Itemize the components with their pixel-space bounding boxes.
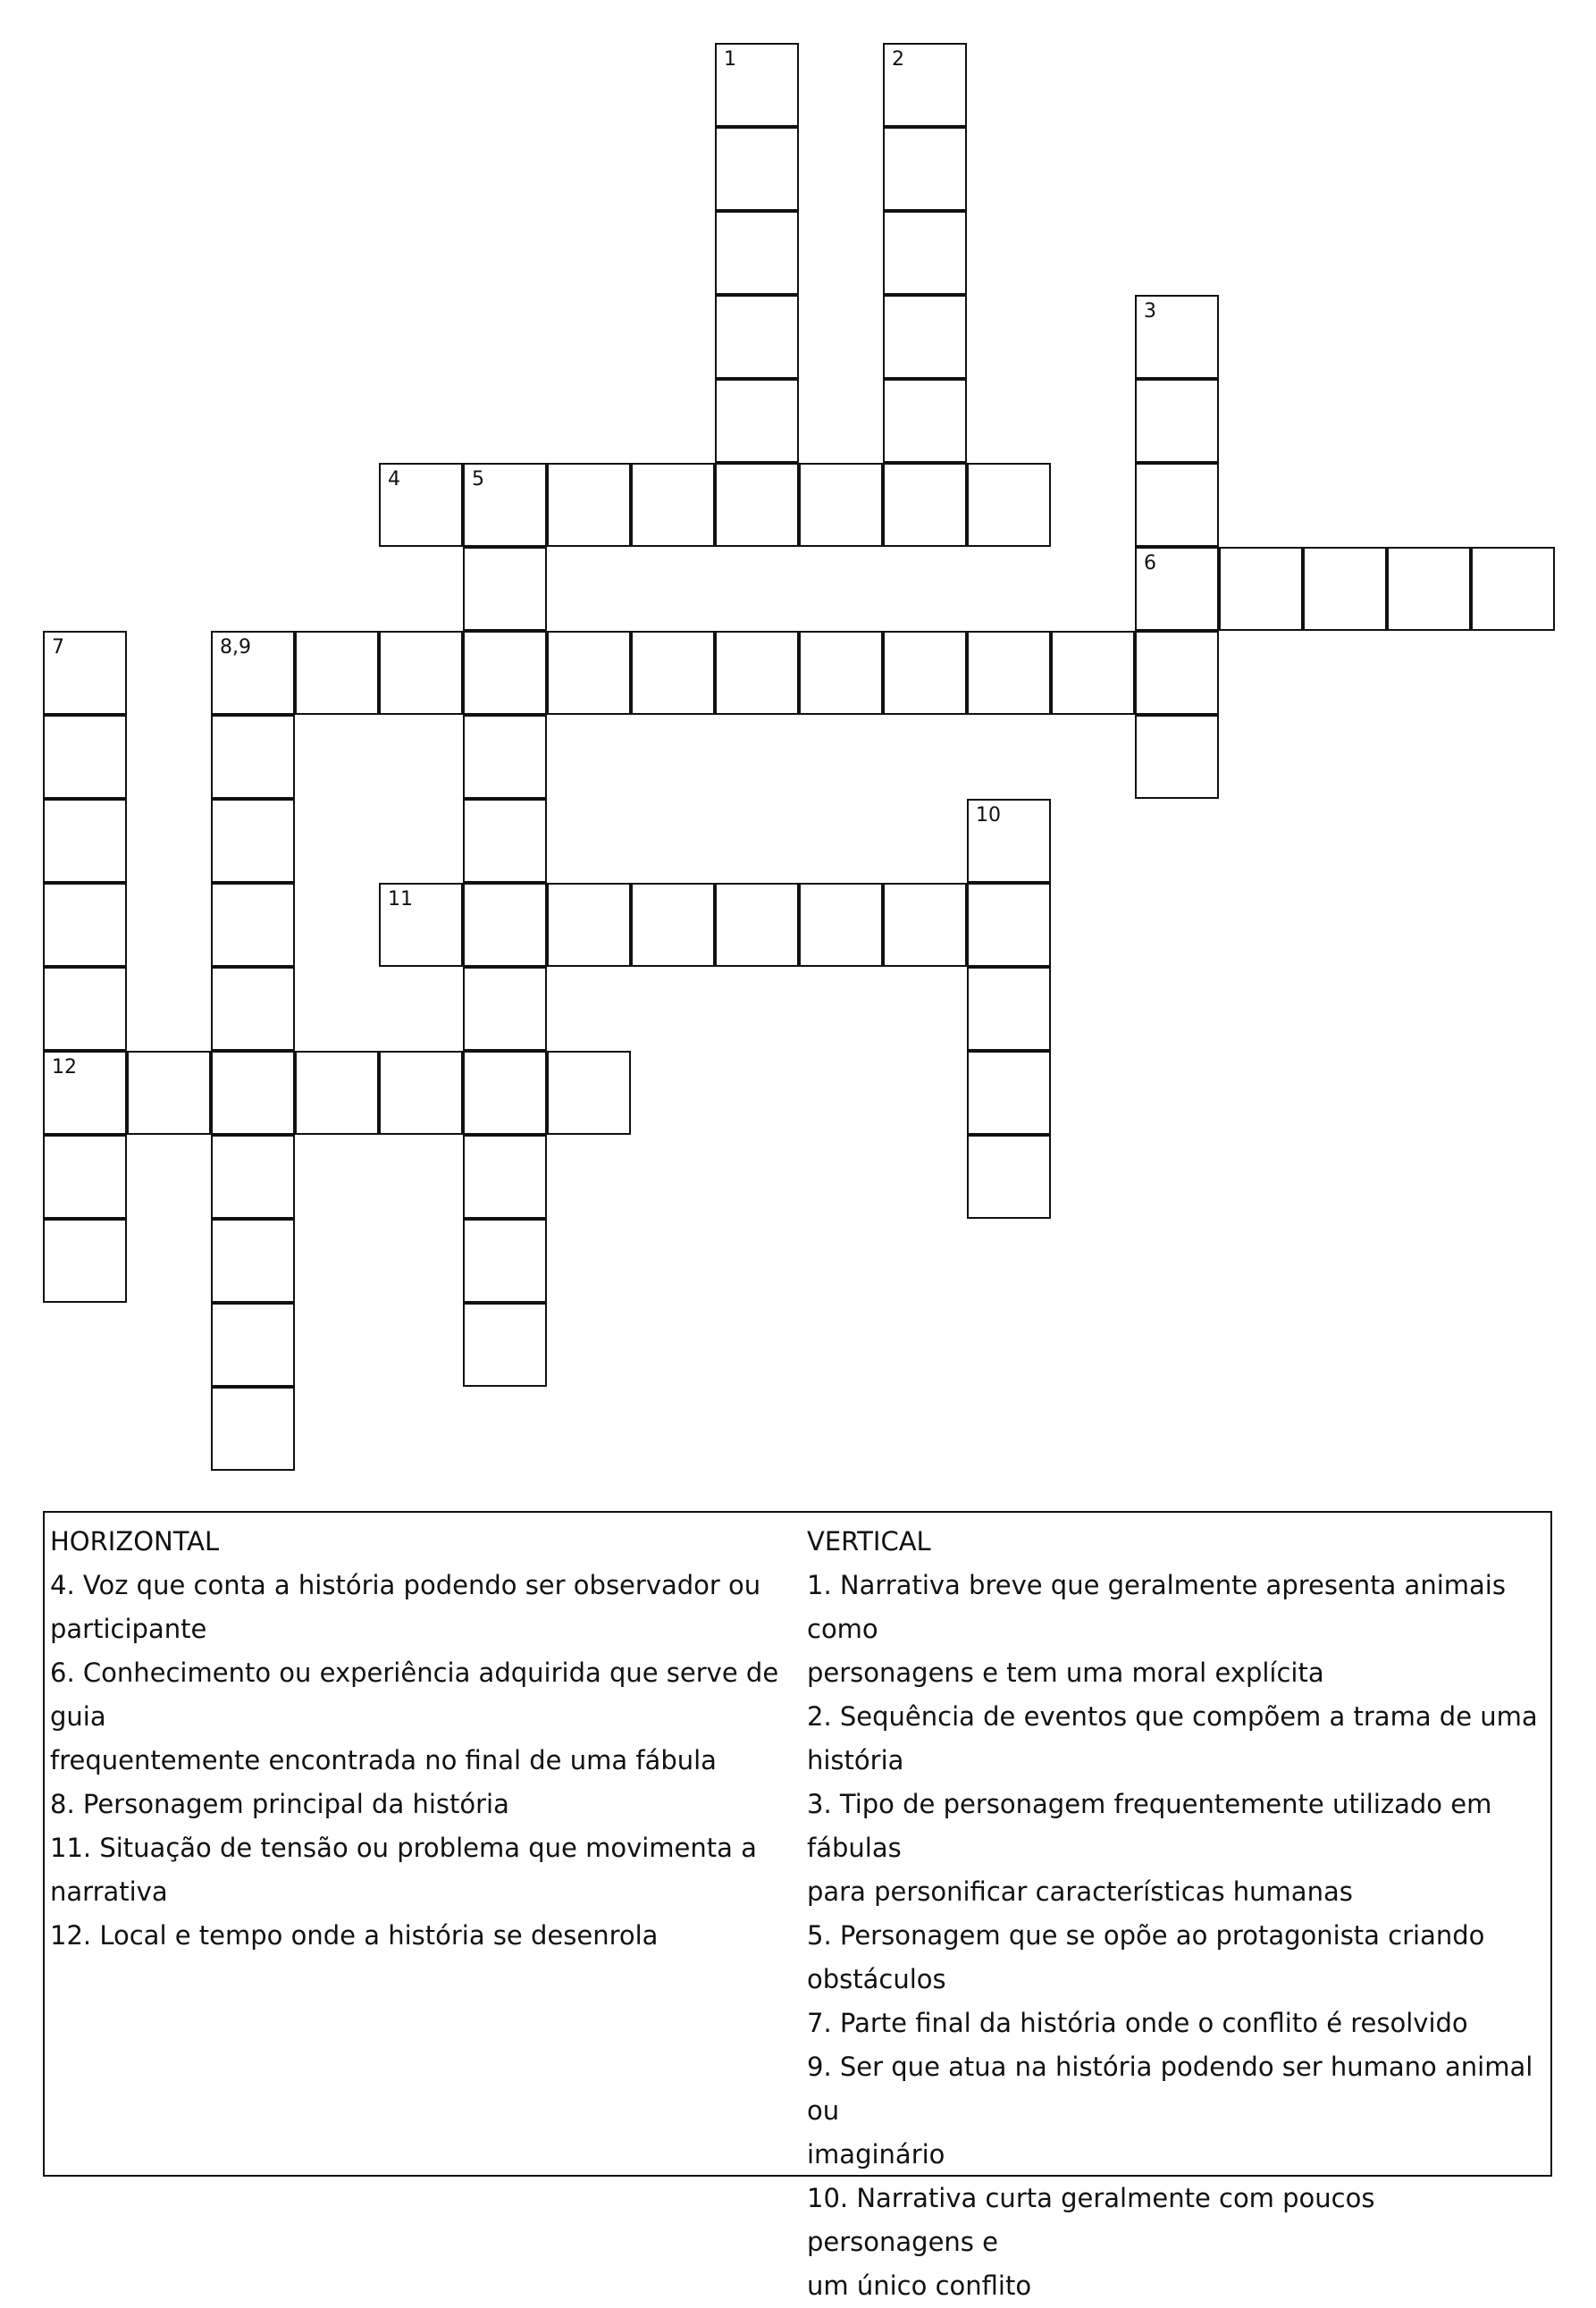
- crossword-cell[interactable]: [379, 631, 463, 715]
- clue-number: 12: [52, 1056, 77, 1078]
- clue-number: 11: [388, 888, 413, 911]
- crossword-cell[interactable]: [211, 1135, 295, 1219]
- clue-number: 10: [976, 804, 1001, 827]
- clue-line: um único conflito: [807, 2270, 1032, 2301]
- crossword-cell[interactable]: [211, 1303, 295, 1387]
- crossword-cell[interactable]: [463, 1135, 547, 1219]
- crossword-cell[interactable]: [631, 463, 715, 547]
- crossword-cell[interactable]: [883, 43, 967, 127]
- crossword-cell[interactable]: [967, 463, 1051, 547]
- crossword-cell[interactable]: [883, 631, 967, 715]
- crossword-cell[interactable]: [295, 631, 379, 715]
- crossword-cell[interactable]: [799, 631, 883, 715]
- crossword-cell[interactable]: [211, 883, 295, 967]
- crossword-cell[interactable]: [211, 967, 295, 1051]
- crossword-cell[interactable]: [1219, 547, 1303, 631]
- crossword-cell[interactable]: [715, 295, 799, 379]
- clue-line: personagens e tem uma moral explícita: [807, 1658, 1324, 1688]
- crossword-cell[interactable]: [967, 799, 1051, 883]
- crossword-cell[interactable]: [463, 967, 547, 1051]
- clue-line: 6. Conhecimento ou experiência adquirida que serve de guia: [50, 1658, 779, 1732]
- crossword-cell[interactable]: [463, 883, 547, 967]
- clue-line: 8. Personagem principal da história: [50, 1789, 509, 1819]
- clue-number: 7: [52, 636, 64, 659]
- crossword-cell[interactable]: [43, 1051, 127, 1135]
- crossword-cell[interactable]: [967, 1051, 1051, 1135]
- crossword-cell[interactable]: [1387, 547, 1471, 631]
- clue-number: 6: [1144, 552, 1156, 575]
- crossword-cell[interactable]: [883, 127, 967, 211]
- crossword-cell[interactable]: [463, 463, 547, 547]
- crossword-cell[interactable]: [1135, 463, 1219, 547]
- crossword-cell[interactable]: [463, 715, 547, 799]
- crossword-cell[interactable]: [967, 1135, 1051, 1219]
- clue-line: participante: [50, 1614, 207, 1644]
- crossword-cell[interactable]: [715, 463, 799, 547]
- crossword-cell[interactable]: [547, 1051, 631, 1135]
- horizontal-title: HORIZONTAL: [50, 1526, 220, 1557]
- crossword-cell[interactable]: [883, 211, 967, 295]
- crossword-cell[interactable]: [211, 1387, 295, 1471]
- crossword-cell[interactable]: [547, 631, 631, 715]
- clue-number: 4: [388, 468, 400, 491]
- horizontal-clues: [50, 1520, 801, 1958]
- crossword-cell[interactable]: [211, 1219, 295, 1303]
- clue-line: 3. Tipo de personagem frequentemente utilizado em fábulas: [807, 1789, 1492, 1863]
- clue-line: 12. Local e tempo onde a história se desenrola: [50, 1920, 659, 1951]
- crossword-cell[interactable]: [43, 967, 127, 1051]
- crossword-cell[interactable]: [379, 883, 463, 967]
- crossword-cell[interactable]: [631, 631, 715, 715]
- crossword-cell[interactable]: [967, 967, 1051, 1051]
- crossword-cell[interactable]: [1135, 295, 1219, 379]
- crossword-cell[interactable]: [43, 883, 127, 967]
- crossword-cell[interactable]: [43, 1135, 127, 1219]
- crossword-cell[interactable]: [463, 1051, 547, 1135]
- crossword-cell[interactable]: [715, 211, 799, 295]
- crossword-cell[interactable]: [43, 1219, 127, 1303]
- clue-number: 3: [1144, 300, 1156, 323]
- clue-line: 2. Sequência de eventos que compõem a trama de uma: [807, 1701, 1538, 1732]
- crossword-cell[interactable]: [1135, 379, 1219, 463]
- crossword-cell[interactable]: [883, 883, 967, 967]
- crossword-cell[interactable]: [967, 631, 1051, 715]
- crossword-cell[interactable]: [463, 1303, 547, 1387]
- crossword-cell[interactable]: [715, 379, 799, 463]
- crossword-cell[interactable]: [463, 547, 547, 631]
- clues-box: [43, 1511, 1552, 2301]
- crossword-cell[interactable]: [463, 1219, 547, 1303]
- crossword-cell[interactable]: [379, 1051, 463, 1135]
- clue-number: 5: [472, 468, 484, 491]
- clue-line: obstáculos: [807, 1964, 946, 1994]
- crossword-cell[interactable]: [715, 127, 799, 211]
- crossword-cell[interactable]: [883, 295, 967, 379]
- crossword-cell[interactable]: [1135, 547, 1219, 631]
- crossword-cell[interactable]: [463, 631, 547, 715]
- clue-line: imaginário: [807, 2139, 945, 2170]
- crossword-cell[interactable]: [547, 463, 631, 547]
- crossword-cell[interactable]: [715, 631, 799, 715]
- crossword-cell[interactable]: [211, 1051, 295, 1135]
- crossword-cell[interactable]: [463, 799, 547, 883]
- crossword-cell[interactable]: [379, 463, 463, 547]
- clue-line: frequentemente encontrada no final de uma fábula: [50, 1745, 717, 1775]
- clue-line: 9. Ser que atua na história podendo ser humano animal ou: [807, 2052, 1533, 2126]
- crossword-cell[interactable]: [211, 799, 295, 883]
- crossword-cell[interactable]: [1135, 631, 1219, 715]
- clue-number: 8,9: [220, 636, 251, 659]
- clue-line: 5. Personagem que se opõe ao protagonista criando: [807, 1920, 1485, 1951]
- clue-line: 11. Situação de tensão ou problema que movimenta a: [50, 1833, 757, 1863]
- crossword-cell[interactable]: [1051, 631, 1135, 715]
- crossword-cell[interactable]: [967, 883, 1051, 967]
- vertical-clues: [807, 1520, 1549, 2308]
- crossword-cell[interactable]: [799, 883, 883, 967]
- vertical-title: VERTICAL: [807, 1526, 931, 1557]
- crossword-cell[interactable]: [715, 43, 799, 127]
- crossword-cell[interactable]: [1135, 715, 1219, 799]
- crossword-cell[interactable]: [883, 463, 967, 547]
- crossword-cell[interactable]: [127, 1051, 211, 1135]
- crossword-cell[interactable]: [883, 379, 967, 463]
- crossword-cell[interactable]: [1471, 547, 1555, 631]
- crossword-cell[interactable]: [211, 631, 295, 715]
- crossword-cell[interactable]: [1303, 547, 1387, 631]
- clue-line: 4. Voz que conta a história podendo ser observador ou: [50, 1570, 761, 1600]
- crossword-cell[interactable]: [43, 799, 127, 883]
- crossword-cell[interactable]: [631, 883, 715, 967]
- clue-number: 1: [724, 48, 736, 71]
- clue-line: narrativa: [50, 1876, 168, 1907]
- crossword-cell[interactable]: [295, 1051, 379, 1135]
- clue-line: história: [807, 1745, 904, 1775]
- crossword-cell[interactable]: [799, 463, 883, 547]
- clue-line: 10. Narrativa curta geralmente com poucos personagens e: [807, 2183, 1375, 2257]
- clue-line: 1. Narrativa breve que geralmente apresenta animais como: [807, 1570, 1506, 1644]
- crossword-cell[interactable]: [43, 631, 127, 715]
- clue-line: para personificar características humanas: [807, 1876, 1353, 1907]
- crossword-cell[interactable]: [547, 883, 631, 967]
- crossword-cell[interactable]: [43, 715, 127, 799]
- clue-line: 7. Parte final da história onde o conflito é resolvido: [807, 2008, 1468, 2038]
- crossword-cell[interactable]: [211, 715, 295, 799]
- crossword-cell[interactable]: [715, 883, 799, 967]
- clue-number: 2: [892, 48, 904, 71]
